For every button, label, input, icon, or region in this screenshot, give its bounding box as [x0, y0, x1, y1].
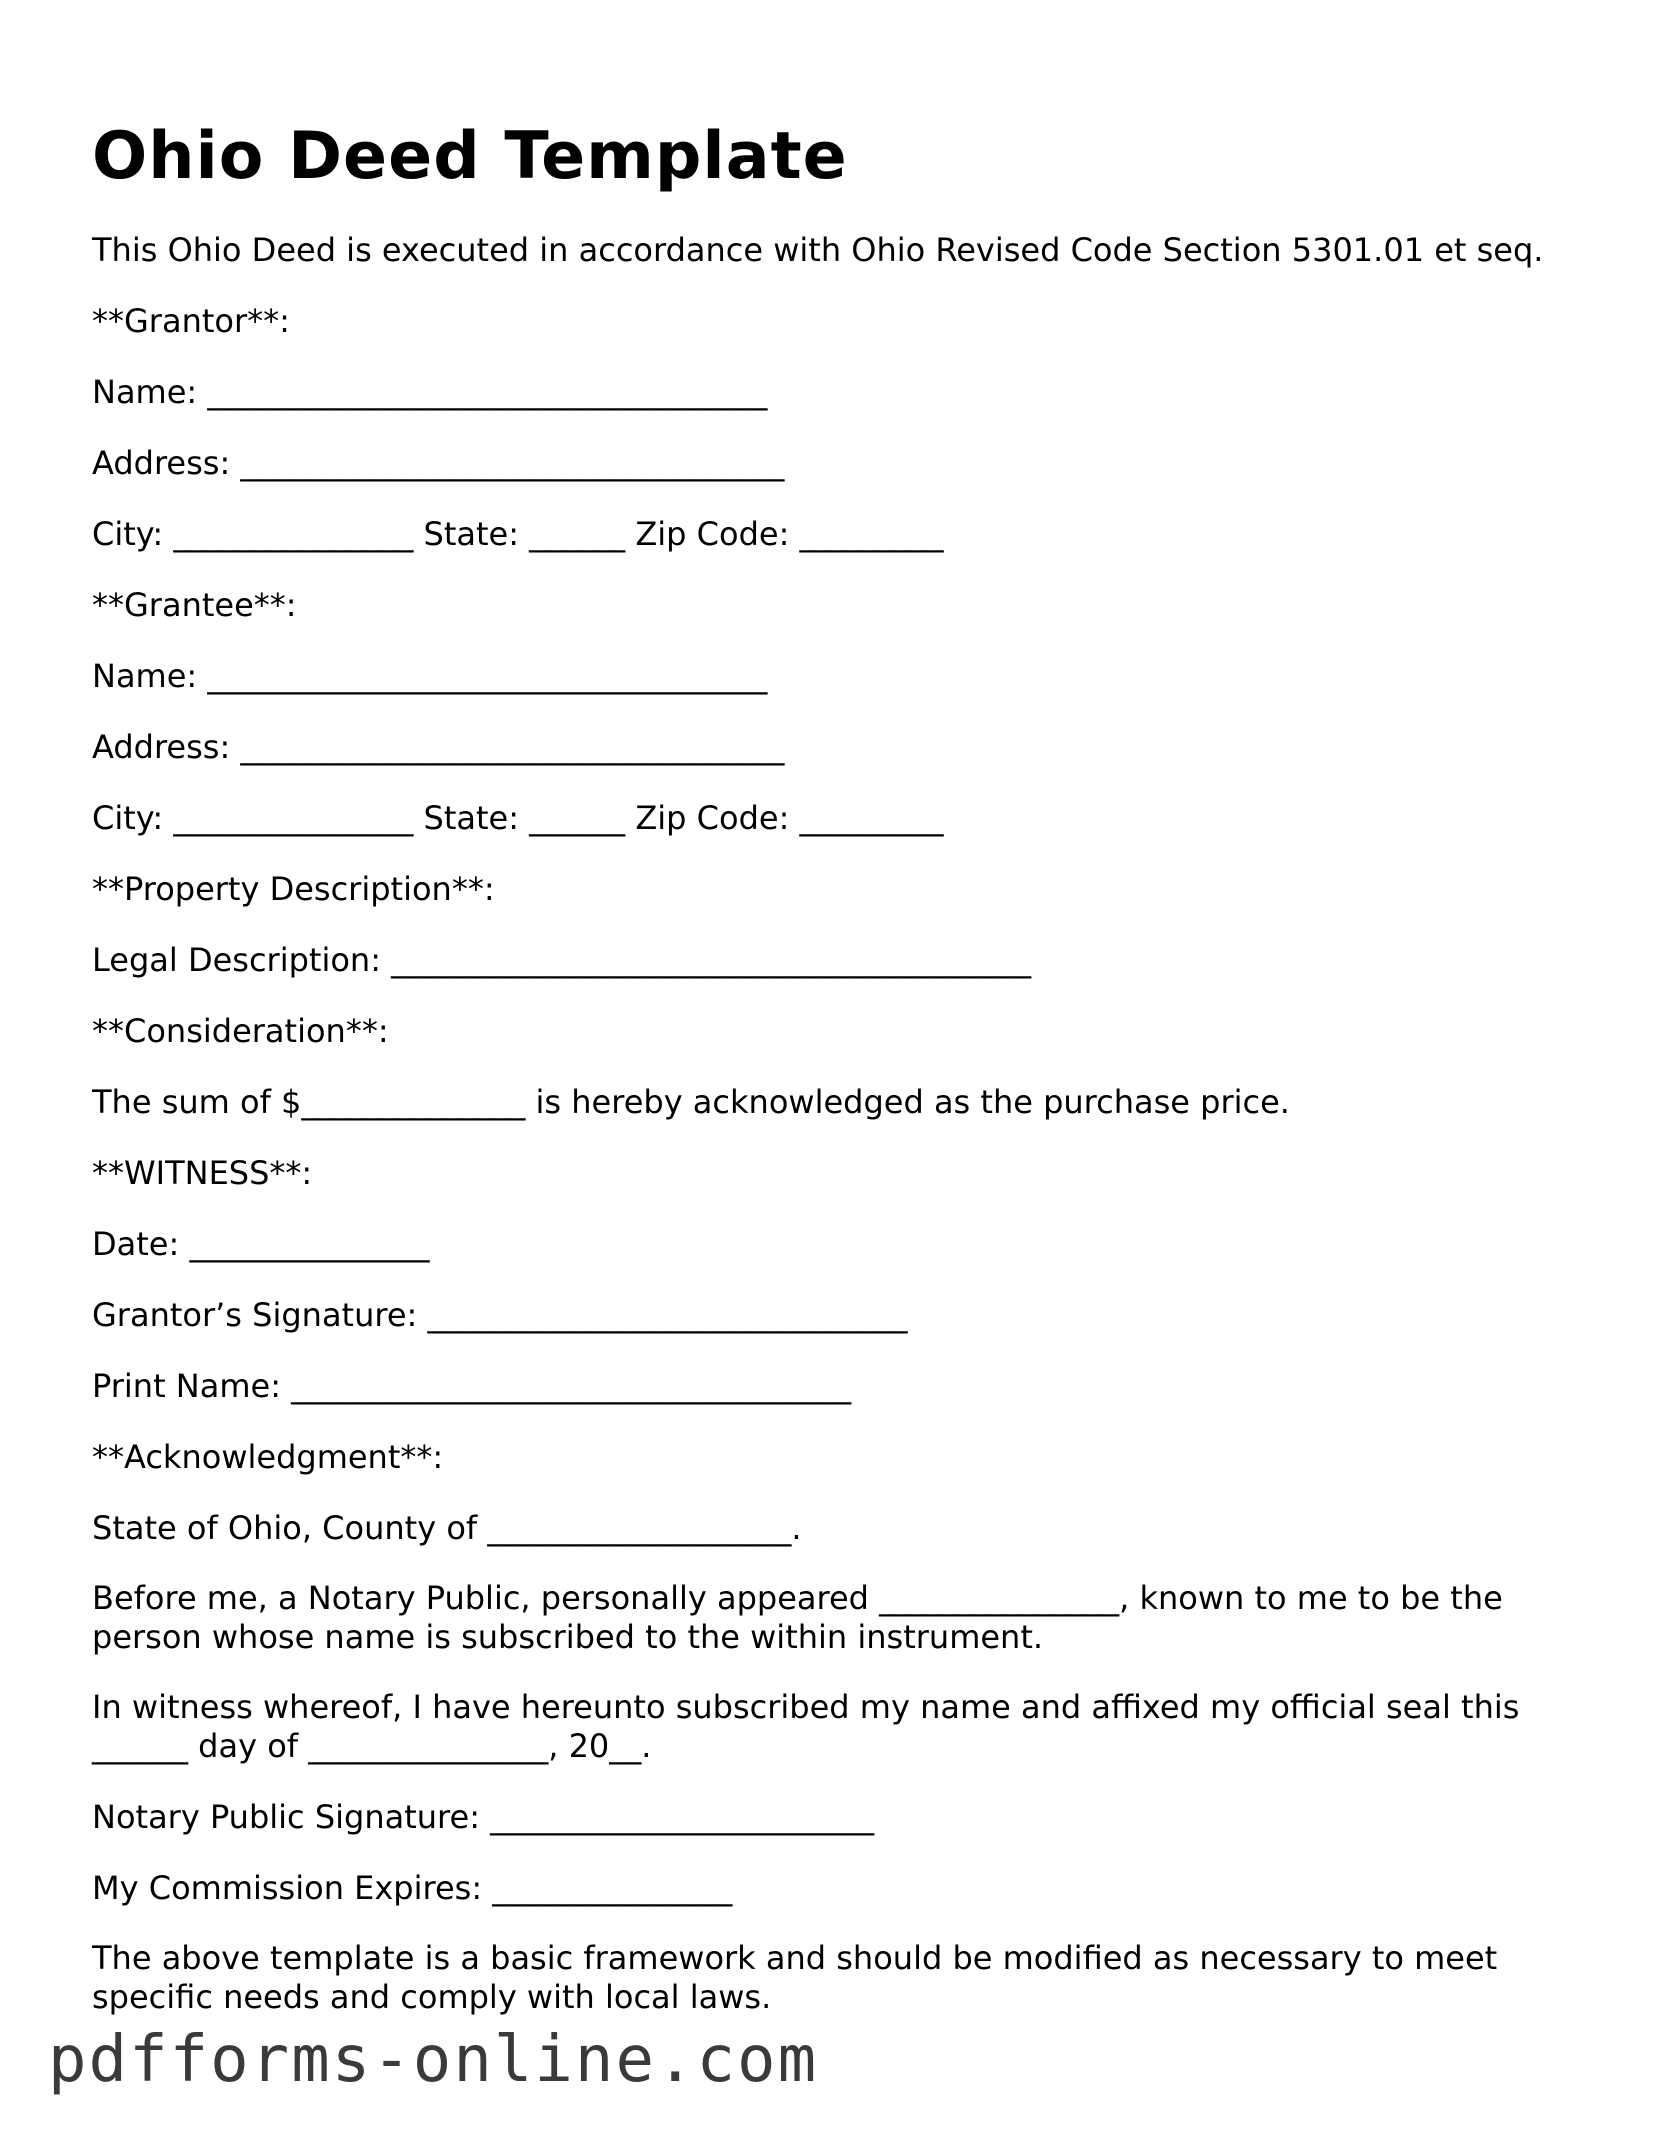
legal-description-field: Legal Description: ________________________________________ — [92, 941, 1032, 979]
grantee-heading: **Grantee**: — [92, 586, 297, 624]
grantee-city-state-zip-field: City: _______________ State: ______ Zip Code: _________ — [92, 799, 944, 837]
footer-note: The above template is a basic framework and should be modified as necessary to meet specific needs and comply with local laws. — [92, 1939, 1508, 2016]
property-heading: **Property Description**: — [92, 870, 495, 908]
witness-heading: **WITNESS**: — [92, 1154, 313, 1192]
page-title: Ohio Deed Template — [92, 119, 848, 194]
intro-text: This Ohio Deed is executed in accordance with Ohio Revised Code Section 5301.01 et seq. — [92, 231, 1544, 269]
notary-signature-field: Notary Public Signature: ________________________ — [92, 1798, 875, 1836]
grantor-heading: **Grantor**: — [92, 302, 290, 340]
commission-expires-field: My Commission Expires: _______________ — [92, 1869, 733, 1907]
grantor-city-state-zip-field: City: _______________ State: ______ Zip Code: _________ — [92, 515, 944, 553]
grantor-address-field: Address: __________________________________ — [92, 444, 785, 482]
consideration-heading: **Consideration**: — [92, 1012, 389, 1050]
county-field: State of Ohio, County of ___________________. — [92, 1509, 802, 1547]
print-name-field: Print Name: ___________________________________ — [92, 1367, 852, 1405]
date-field: Date: _______________ — [92, 1225, 430, 1263]
acknowledgment-heading: **Acknowledgment**: — [92, 1438, 444, 1476]
deed-document — [92, 112, 1592, 2048]
grantee-address-field: Address: __________________________________ — [92, 728, 785, 766]
consideration-text: The sum of $______________ is hereby acknowledged as the purchase price. — [92, 1083, 1290, 1121]
grantee-name-field: Name: ___________________________________ — [92, 657, 768, 695]
notary-appearance-text: Before me, a Notary Public, personally appeared _______________, known to me to be the person whose name is subscribed to the within instrument. — [92, 1579, 1513, 1656]
watermark: pdfforms-online.com — [48, 2023, 819, 2097]
grantor-name-field: Name: ___________________________________ — [92, 373, 768, 411]
grantor-signature-field: Grantor’s Signature: ______________________________ — [92, 1296, 908, 1334]
witness-whereof-text: In witness whereof, I have hereunto subscribed my name and affixed my official seal this ______ day of _______________, 20__. — [92, 1688, 1530, 1765]
